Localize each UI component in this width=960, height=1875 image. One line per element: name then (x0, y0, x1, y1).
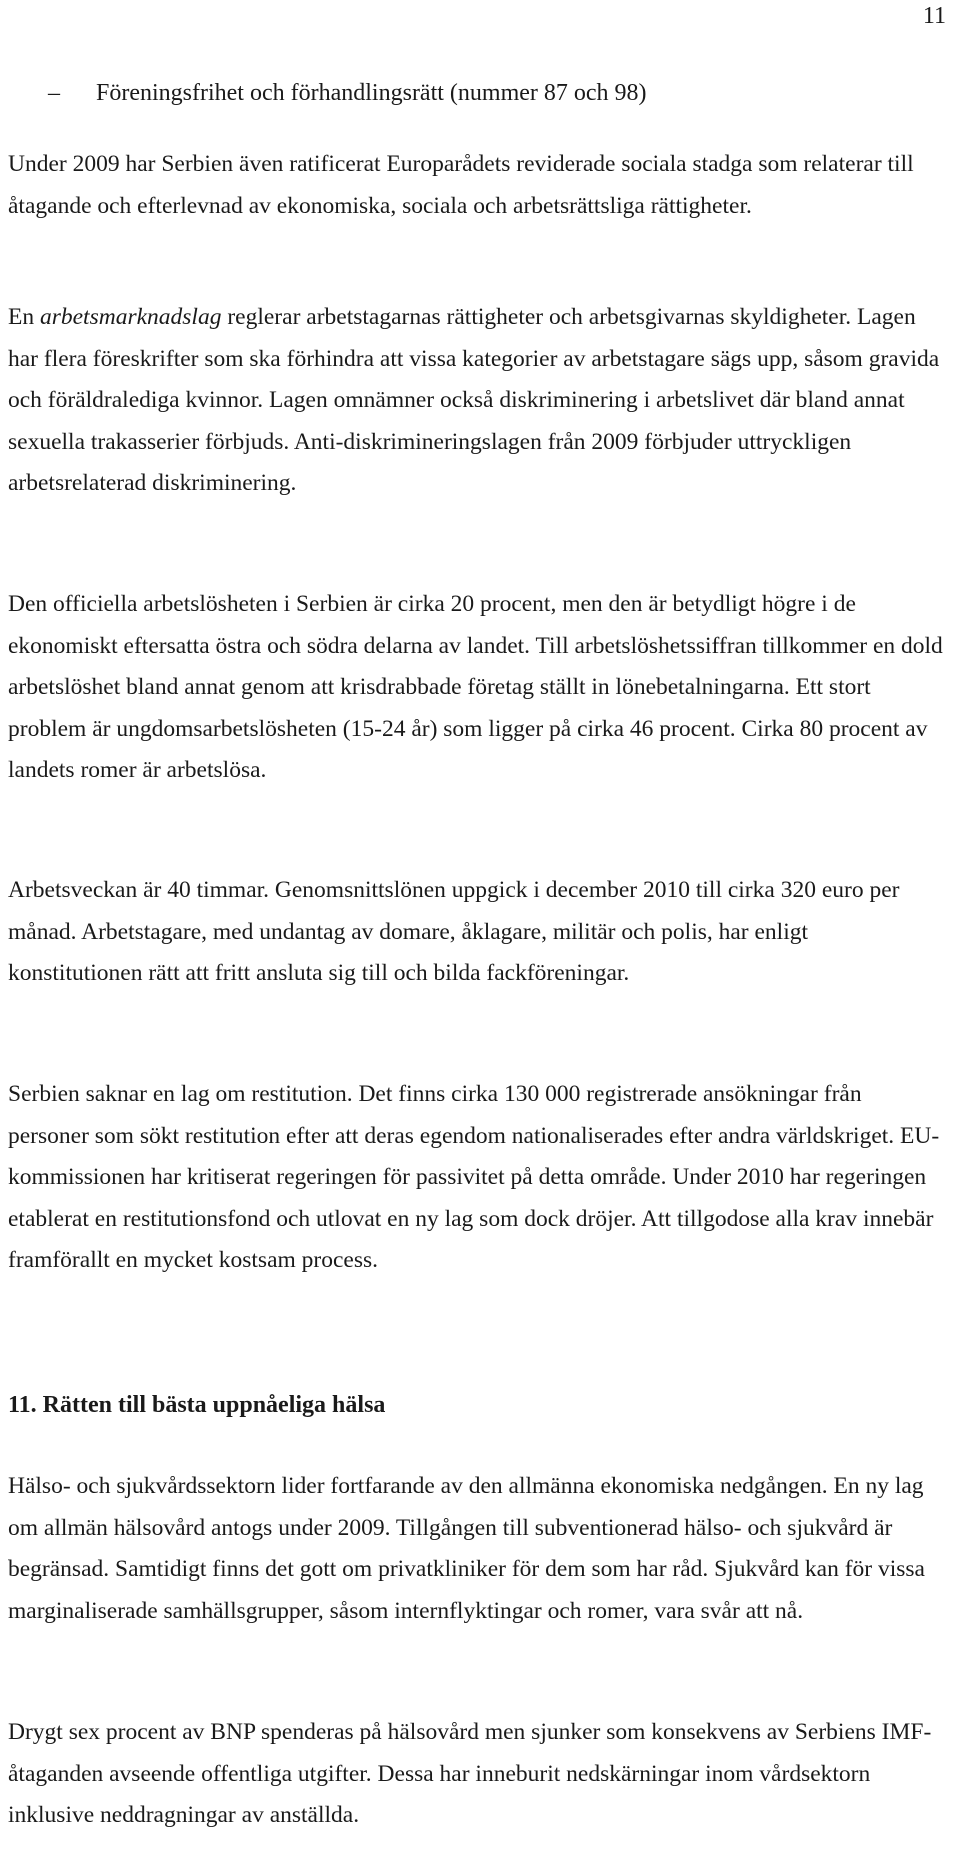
labour-law-term: arbetsmarknadslag (39, 304, 222, 330)
paragraph-health-spending: Drygt sex procent av BNP spenderas på hälsovård men sjunker som konsekvens av Serbiens IMF-åtaganden avseende offentliga utgifter. Dessa har inneburit nedskärningar inom vårdsektorn inklusive neddragningar av anställda. (8, 1719, 932, 1829)
paragraph-health-sector: Hälso- och sjukvårdssektorn lider fortfarande av den allmänna ekonomiska nedgången. En ny lag om allmän hälsovård antogs under 2009. Tillgången till subventionerad hälso- och sjukvård är begränsad. Samtidigt finns det gott om privatkliniker för dem som har råd. Sjukvård kan för vissa marginaliserade samhällsgrupper, såsom internflyktingar och romer, vara svår att nå. (8, 1473, 925, 1624)
bullet-item (48, 76, 647, 110)
paragraph-restitution: Serbien saknar en lag om restitution. Det finns cirka 130 000 registrerade ansökningar från personer som sökt restitution efter att deras egendom nationaliserades efter andra världskriget. EU-kommissionen har kritiserat regeringen för passivitet på detta område. Under 2010 har regeringen etablerat en restitutionsfond och utlovat en ny lag som dock dröjer. Att tillgodose alla krav innebär framförallt en mycket kostsam process. (8, 1081, 940, 1274)
page-number: 11 (922, 3, 946, 29)
paragraph-labour-law (8, 297, 943, 505)
paragraph-working-week: Arbetsveckan är 40 timmar. Genomsnittslönen uppgick i december 2010 till cirka 320 euro per månad. Arbetstagare, med undantag av domare, åklagare, militär och polis, har enligt konstitutionen rätt att fritt ansluta sig till och bilda fackföreningar. (8, 877, 900, 987)
labour-law-lead: En (8, 304, 40, 330)
paragraph-ratification: Under 2009 har Serbien även ratificerat Europarådets reviderade sociala stadga som relaterar till åtagande och efterlevnad av ekonomiska, sociala och arbetsrättsliga rättigheter. (8, 151, 914, 219)
paragraph-unemployment: Den officiella arbetslösheten i Serbien är cirka 20 procent, men den är betydligt högre i de ekonomiskt eftersatta östra och södra delarna av landet. Till arbetslöshetssiffran tillkommer en dold arbetslöshet bland annat genom att krisdrabbade företag ställt in lönebetalningarna. Ett stort problem är ungdomsarbetslösheten (15-24 år) som ligger på cirka 46 procent. Cirka 80 procent av landets romer är arbetslösa. (8, 591, 943, 784)
section-heading: 11. Rätten till bästa uppnåeliga hälsa (8, 1392, 386, 1418)
labour-law-text: reglerar arbetstagarnas rättigheter och arbetsgivarnas skyldigheter. Lagen har flera föreskrifter som ska förhindra att vissa kategorier av arbetstagare sägs upp, såsom gravida och föräldralediga kvinnor. Lagen omnämner också diskriminering i arbetslivet där bland annat sexuella trakasserier förbjuds. Anti-diskrimineringslagen från 2009 förbjuder uttryckligen arbetsrelaterad diskriminering. (8, 304, 940, 497)
bullet-dash: – (48, 80, 60, 106)
bullet-text: Föreningsfrihet och förhandlingsrätt (nummer 87 och 98) (96, 80, 647, 106)
